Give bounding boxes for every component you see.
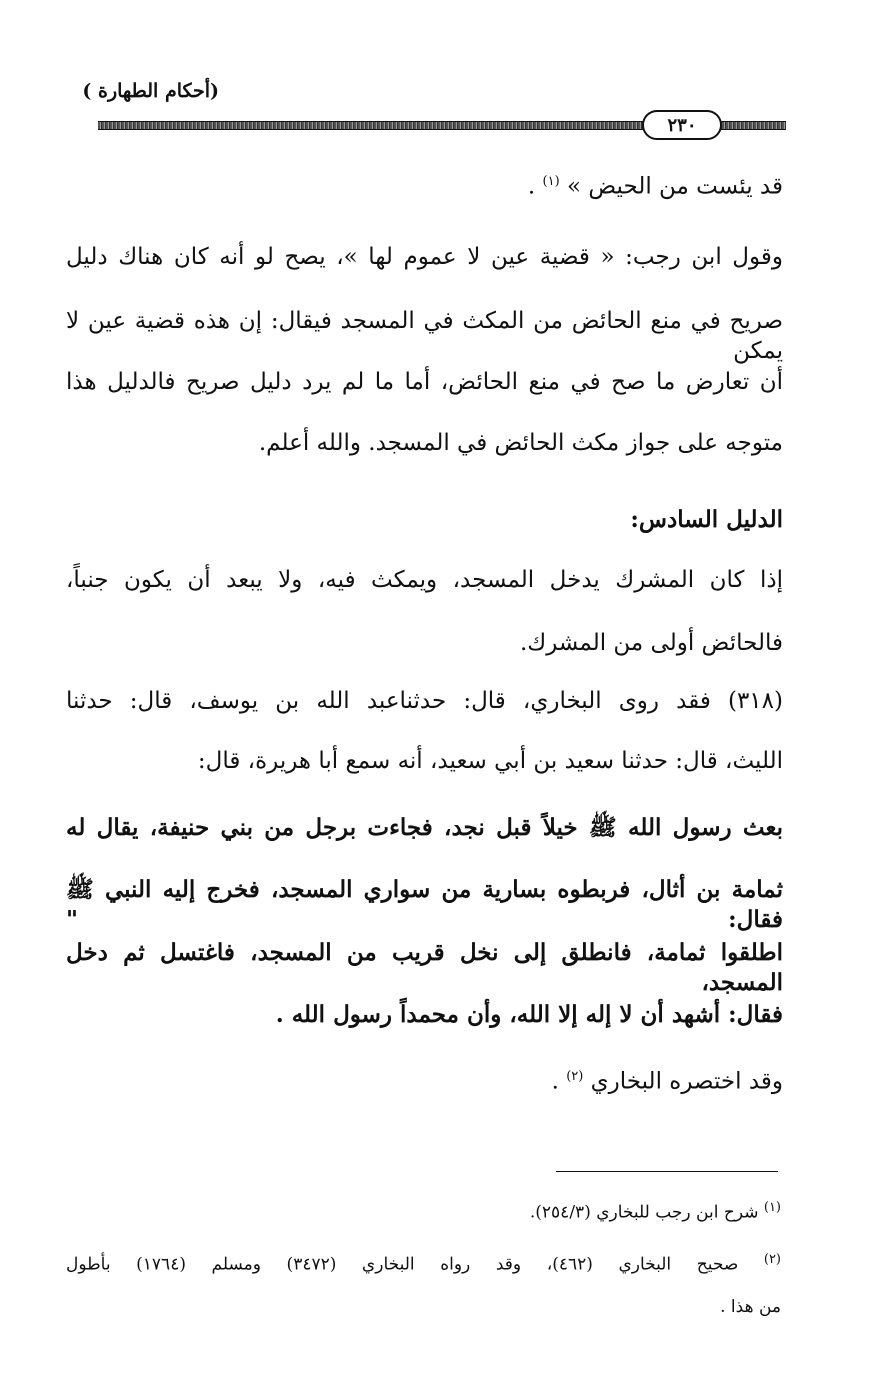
body-line-1 <box>528 167 783 202</box>
body-line-1-text: قد يئست من الحيض » <box>566 173 783 200</box>
footnote-1 <box>530 1196 781 1225</box>
trailing-dot-2: . <box>551 1068 559 1095</box>
body-line-5: متوجه على جواز مكث الحائض في المسجد. والله أعلم. <box>258 430 783 456</box>
running-title: (أحكام الطهارة ) <box>82 80 219 102</box>
footnote-1-marker: (١) <box>763 1200 781 1215</box>
footnote-ref-2: (٢) <box>566 1069 584 1084</box>
footnote-separator <box>556 1171 778 1172</box>
hadith-line-4: فقال: أشهد أن لا إله إلا الله، وأن محمداً رسول الله . <box>275 1001 783 1028</box>
body-line-9: (٣١٨) فقد روى البخاري، قال: حدثناعبد الله بن يوسف، قال: حدثنا <box>66 688 783 714</box>
footnote-2-marker: (٢) <box>763 1252 781 1267</box>
trailing-dot-1: . <box>527 173 536 200</box>
body-line-2: وقول ابن رجب: « قضية عين لا عموم لها »، يصح لو أنه كان هناك دليل <box>66 244 783 270</box>
body-line-15-text: وقد اختصره البخاري <box>590 1068 783 1095</box>
body-line-15 <box>552 1062 783 1097</box>
body-line-8: فالحائض أولى من المشرك. <box>519 630 783 656</box>
footnote-2 <box>66 1248 781 1275</box>
footnote-2-continuation: من هذا . <box>720 1297 781 1317</box>
body-line-3: صريح في منع الحائض من المكث في المسجد فيقال: إن هذه قضية عين لا يمكن <box>66 308 783 364</box>
body-line-4: أن تعارض ما صح في منع الحائض، أما ما لم يرد دليل صريح فالدليل هذا <box>66 369 783 395</box>
body-line-10: الليث، قال: حدثنا سعيد بن أبي سعيد، أنه سمع أبا هريرة، قال: <box>197 748 783 774</box>
body-line-7: إذا كان المشرك يدخل المسجد، ويمكث فيه، ولا يبعد أن يكون جنباً، <box>66 567 783 593</box>
footnote-2-text: صحيح البخاري (٤٦٢)، وقد رواه البخاري (٣٤٧٢) ومسلم (١٧٦٤) بأطول <box>66 1254 739 1275</box>
hadith-line-2: ثمامة بن أثال، فربطوه بسارية من سواري المسجد، فخرج إليه النبي ﷺ فقال: " <box>66 876 783 933</box>
hadith-line-1: بعث رسول الله ﷺ خيلاً قبل نجد، فجاءت برجل من بني حنيفة، يقال له <box>66 814 783 841</box>
page-number <box>642 110 722 140</box>
hadith-line-3: اطلقوا ثمامة، فانطلق إلى نخل قريب من المسجد، فاغتسل ثم دخل المسجد، <box>66 939 783 996</box>
footnote-1-text: شرح ابن رجب للبخاري (٢٥٤/٣). <box>529 1202 759 1223</box>
page-number-text: ٢٣٠ <box>667 114 697 136</box>
section-heading: الدليل السادس: <box>630 506 783 533</box>
footnote-ref-1: (١) <box>542 174 560 189</box>
